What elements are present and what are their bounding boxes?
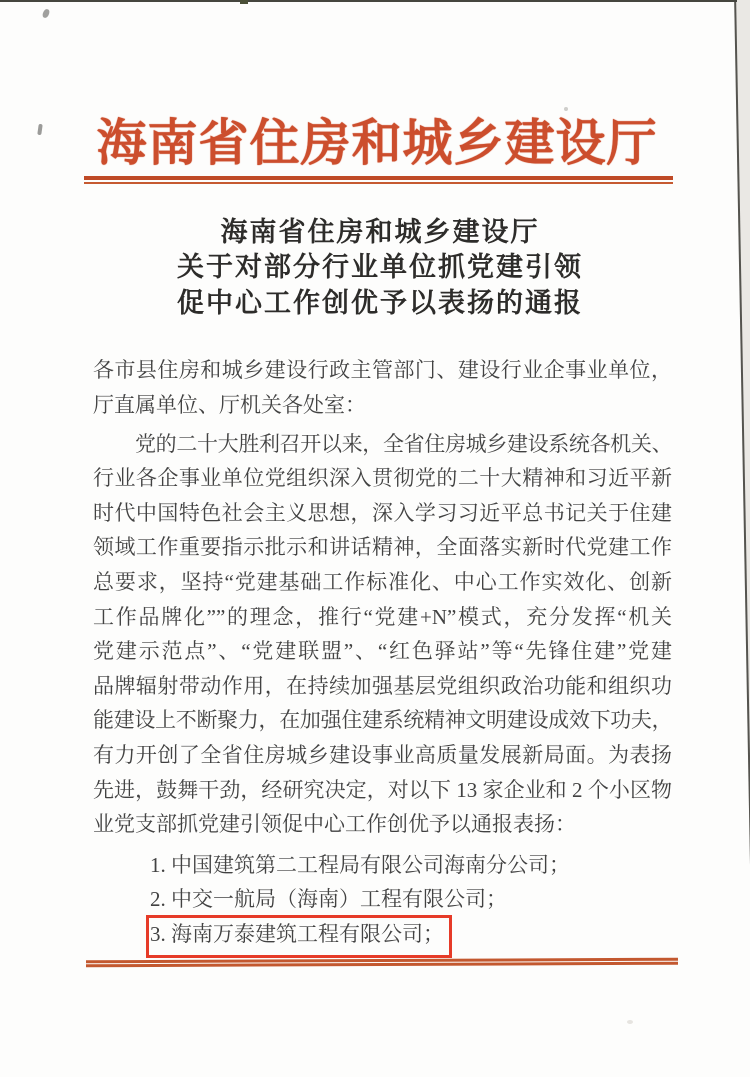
paragraph-line: 领域工作重要指示批示和讲话精神，全面落实新时代党建工作 xyxy=(93,535,672,560)
document-title-line-3: 促中心工作创优予以表扬的通报 xyxy=(177,287,583,318)
scan-speck xyxy=(37,124,42,135)
bottom-double-rule xyxy=(86,958,678,968)
paragraph-line: 有力开创了全省住房城乡建设事业高质量发展新局面。为表扬 xyxy=(93,743,672,768)
commendation-list-item-3: 3. 海南万泰建筑工程有限公司； xyxy=(150,922,444,946)
letterhead-title: 海南省住房和城乡建设厅 xyxy=(96,115,658,171)
scan-speck xyxy=(564,107,568,111)
scan-speck xyxy=(627,1020,633,1024)
paragraph-line: 党的二十大胜利召开以来，全省住房城乡建设系统各机关、 xyxy=(135,431,672,456)
paragraph-line: 工作品牌化””的理念，推行“党建+N”模式，充分发挥“机关 xyxy=(93,604,672,629)
salutation-line: 厅直属单位、厅机关各处室： xyxy=(93,392,366,417)
document-title-line-1: 海南省住房和城乡建设厅 xyxy=(220,217,540,247)
paragraph-line: 行业各企事业单位党组织深入贯彻党的二十大精神和习近平新 xyxy=(93,466,672,491)
paragraph-line: 党建示范点”、“党建联盟”、“红色驿站”等“先锋住建”党建 xyxy=(93,639,672,664)
paragraph-line: 能建设上不断聚力，在加强住建系统精神文明建设成效下功夫， xyxy=(93,708,672,733)
document-body xyxy=(93,353,672,952)
paper-top-edge xyxy=(0,0,737,2)
document-title-line-2: 关于对部分行业单位抓党建引领 xyxy=(177,252,583,283)
paragraph-line: 时代中国特色社会主义思想，深入学习习近平总书记关于住建 xyxy=(93,500,672,525)
paragraph-line: 业党支部抓党建引领促中心工作创优予以通报表扬： xyxy=(93,812,576,837)
paper-right-edge xyxy=(734,0,750,1077)
scan-speck xyxy=(42,8,50,18)
paragraph-line: 品牌辐射带动作用，在持续加强基层党组织政治功能和组织功 xyxy=(93,673,672,698)
paragraph-line: 先进，鼓舞干劲，经研究决定，对以下 13 家企业和 2 个小区物 xyxy=(93,777,672,802)
salutation-line: 各市县住房和城乡建设行政主管部门、建设行业企事业单位， xyxy=(93,358,672,382)
paragraph-line: 总要求，坚持“党建基础工作标准化、中心工作实效化、创新 xyxy=(93,570,672,595)
commendation-list-item-1: 1. 中国建筑第二工程局有限公司海南分公司； xyxy=(150,852,570,877)
letterhead-double-rule xyxy=(84,176,673,184)
commendation-list-item-2: 2. 中交一航局（海南）工程有限公司； xyxy=(150,887,507,912)
highlight-box-item-3 xyxy=(146,915,452,958)
scan-speck xyxy=(240,0,248,4)
document-title xyxy=(93,215,667,321)
